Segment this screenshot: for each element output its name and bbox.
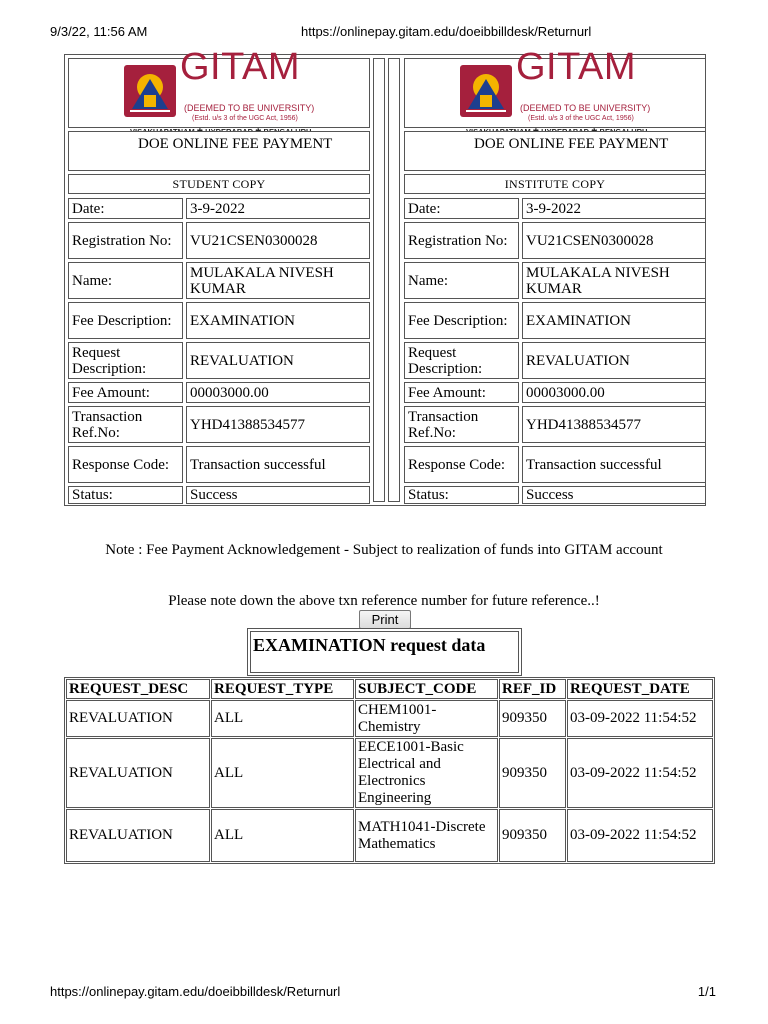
receipt-title [68,131,370,171]
copy-divider [372,58,402,502]
field-value-fee-description: EXAMINATION [186,302,370,339]
field-value-name: MULAKALA NIVESH KUMAR [186,262,370,299]
field-value-status: Success [522,486,706,504]
field-value-registration: VU21CSEN0300028 [186,222,370,259]
field-value-status: Success [186,486,370,504]
request-date-cell: 03-09-2022 11:54:52 [567,700,713,737]
fee-receipt [64,46,706,506]
request-data-table [64,677,715,864]
field-value-response-code: Transaction successful [522,446,706,483]
request-data-title-box [247,628,522,676]
column-header: REF_ID [499,679,566,699]
field-label-date: Date: [404,198,519,219]
field-label-date: Date: [68,198,183,219]
table-header-row [66,679,713,699]
field-value-transaction-ref: YHD41388534577 [186,406,370,443]
field-label-registration: Registration No: [68,222,183,259]
print-footer-url: https://onlinepay.gitam.edu/doeibbilldesk/Returnurl [50,984,341,999]
gitam-logo [460,46,656,125]
column-header: REQUEST_DESC [66,679,210,699]
field-label-transaction-ref: Transaction Ref.No: [68,406,183,443]
request-data-title: EXAMINATION request data [250,631,519,673]
print-datetime: 9/3/22, 11:56 AM [50,24,148,39]
field-value-date: 3-9-2022 [186,198,370,219]
print-url: https://onlinepay.gitam.edu/doeibbilldesk/Returnurl [301,24,592,39]
field-label-request-description: Request Description: [68,342,183,379]
field-value-date: 3-9-2022 [522,198,706,219]
request-type-cell: ALL [211,738,354,808]
print-button[interactable]: Print [359,610,411,629]
reference-note: Please note down the above txn reference number for future reference..! [168,593,600,609]
field-label-fee-amount: Fee Amount: [68,382,183,403]
column-header: REQUEST_TYPE [211,679,354,699]
established-text: (Estd. u/s 3 of the UGC Act, 1956) [528,115,634,122]
subject-code-cell: MATH1041-Discrete Mathematics [355,809,498,862]
field-label-name: Name: [404,262,519,299]
gitam-logo [124,46,320,125]
subject-code-cell: EECE1001-Basic Electrical and Electronics Engineering [355,738,498,808]
field-label-name: Name: [68,262,183,299]
field-label-fee-description: Fee Description: [404,302,519,339]
logo-box [68,46,370,128]
funds-note: Note : Fee Payment Acknowledgement - Subject to realization of funds into GITAM account [105,542,663,558]
field-value-fee-amount: 00003000.00 [522,382,706,403]
field-label-response-code: Response Code: [68,446,183,483]
field-label-transaction-ref: Transaction Ref.No: [404,406,519,443]
request-desc-cell: REVALUATION [66,809,210,862]
field-label-fee-description: Fee Description: [68,302,183,339]
field-value-registration: VU21CSEN0300028 [522,222,706,259]
receipt-title-text: DOE ONLINE FEE PAYMENT [138,136,333,152]
table-row [66,809,713,862]
request-type-cell: ALL [211,809,354,862]
column-header: REQUEST_DATE [567,679,713,699]
field-label-fee-amount: Fee Amount: [404,382,519,403]
established-text: (Estd. u/s 3 of the UGC Act, 1956) [192,115,298,122]
table-row [66,738,713,808]
request-date-cell: 03-09-2022 11:54:52 [567,738,713,808]
field-value-request-description: REVALUATION [522,342,706,379]
gitam-wordmark: GITAM [516,46,637,88]
table-row [66,700,713,737]
ref-id-cell: 909350 [499,809,566,862]
field-value-request-description: REVALUATION [186,342,370,379]
copy-label: INSTITUTE COPY [404,174,706,194]
field-label-response-code: Response Code: [404,446,519,483]
field-value-transaction-ref: YHD41388534577 [522,406,706,443]
request-desc-cell: REVALUATION [66,738,210,808]
request-desc-cell: REVALUATION [66,700,210,737]
column-header: SUBJECT_CODE [355,679,498,699]
field-label-registration: Registration No: [404,222,519,259]
page-number: 1/1 [697,984,716,999]
field-value-name: MULAKALA NIVESH KUMAR [522,262,706,299]
gitam-emblem-icon [460,65,512,117]
field-value-fee-description: EXAMINATION [522,302,706,339]
field-value-fee-amount: 00003000.00 [186,382,370,403]
field-value-response-code: Transaction successful [186,446,370,483]
field-label-request-description: Request Description: [404,342,519,379]
field-label-status: Status: [404,486,519,504]
ref-id-cell: 909350 [499,700,566,737]
gitam-emblem-icon [124,65,176,117]
field-label-status: Status: [68,486,183,504]
gitam-wordmark: GITAM [180,46,301,88]
request-type-cell: ALL [211,700,354,737]
deemed-university-text: (DEEMED TO BE UNIVERSITY) [184,103,315,113]
receipt-title [404,131,706,171]
copy-label: STUDENT COPY [68,174,370,194]
logo-box [404,46,706,128]
receipt-title-text: DOE ONLINE FEE PAYMENT [474,136,669,152]
subject-code-cell: CHEM1001-Chemistry [355,700,498,737]
ref-id-cell: 909350 [499,738,566,808]
request-date-cell: 03-09-2022 11:54:52 [567,809,713,862]
deemed-university-text: (DEEMED TO BE UNIVERSITY) [520,103,651,113]
